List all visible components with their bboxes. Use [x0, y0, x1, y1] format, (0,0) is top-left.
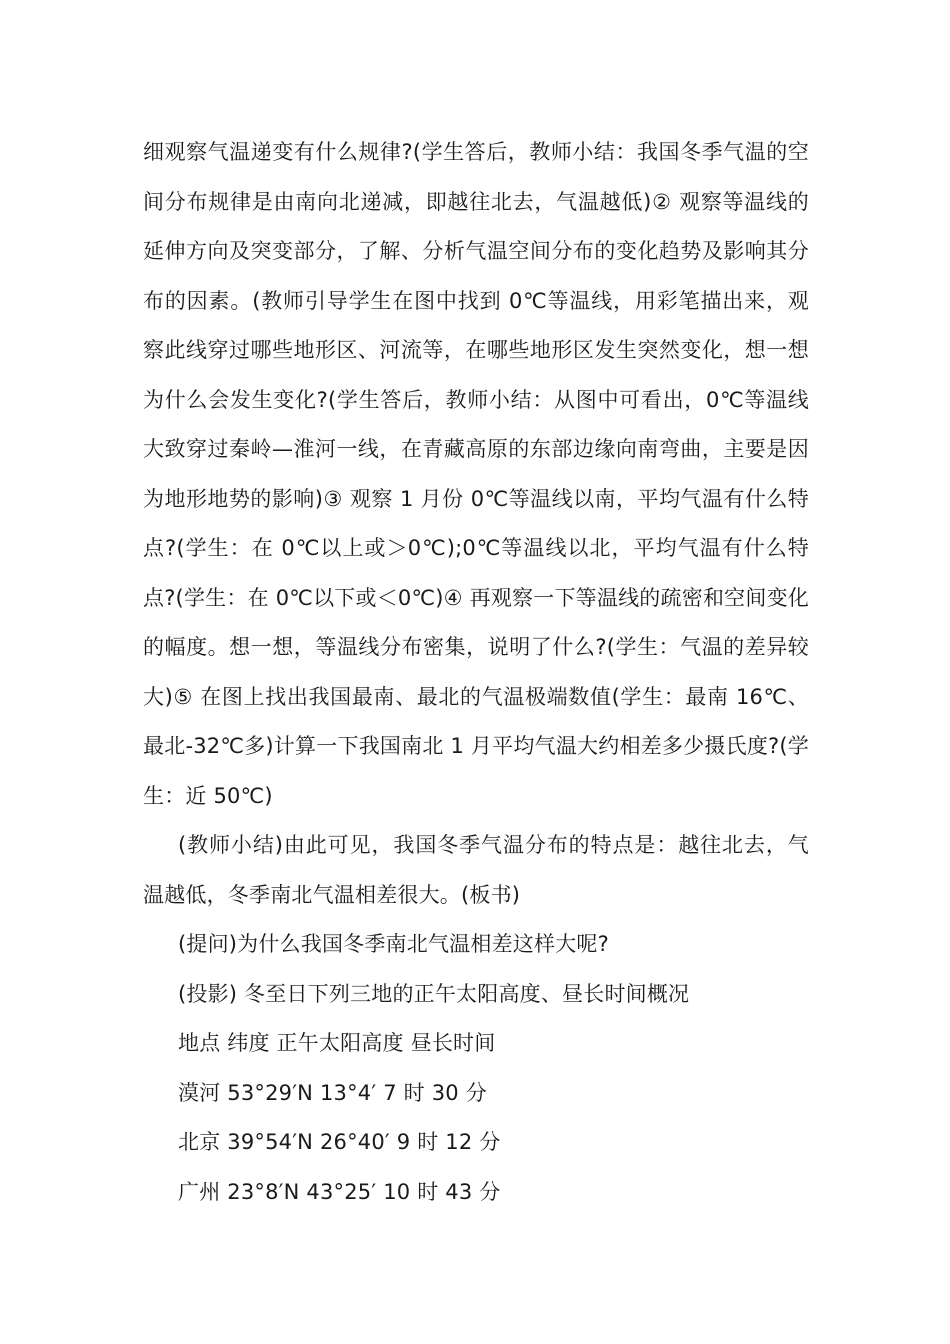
line-projection: (投影) 冬至日下列三地的正午太阳高度、昼长时间概况 [178, 981, 690, 1006]
line-guangzhou: 广州 23°8′N 43°25′ 10 时 43 分 [178, 1179, 501, 1204]
line-mohe: 漠河 53°29′N 13°4′ 7 时 30 分 [178, 1080, 487, 1105]
line-question: (提问)为什么我国冬季南北气温相差这样大呢? [178, 932, 609, 956]
document-body [143, 128, 809, 1218]
line-beijing: 北京 39°54′N 26°40′ 9 时 12 分 [178, 1130, 501, 1155]
paragraph-teacher-summary: (教师小结)由此可见，我国冬季气温分布的特点是：越往北去，气温越低，冬季南北气温相差很大。(板书) [143, 833, 809, 907]
paragraph-main: 细观察气温递变有什么规律?(学生答后，教师小结：我国冬季气温的空间分布规律是由南向北递减，即越往北去，气温越低)② 观察等温线的延伸方向及突变部分，了解、分析气温空间分布的变化趋势及影响其分布的因素。(教师引导学生在图中找到 0℃等温线，用彩笔描出来，观察此线穿过哪些地形区、河流等，在哪些地形区发生突然变化，想一想为什么会发生变化?(学生答后，教师小结：从图中可看出，0℃等温线大致穿过秦岭—淮河一线，在青藏高原的东部边缘向南弯曲，主要是因为地形地势的影响)③ 观察 1 月份 0℃等温线以南，平均气温有什么特点?(学生：在 0℃以上或＞0℃);0℃等温线以北，平均气温有什么特点?(学生：在 0℃以下或＜0℃)④ 再观察一下等温线的疏密和空间变化的幅度。想一想，等温线分布密集，说明了什么?(学生：气温的差异较大)⑤ 在图上找出我国最南、最北的气温极端数值(学生：最南 16℃、最北-32℃多)计算一下我国南北 1 月平均气温大约相差多少摄氏度?(学生：近 50℃) [143, 140, 809, 808]
line-table-header: 地点 纬度 正午太阳高度 昼长时间 [178, 1031, 496, 1056]
